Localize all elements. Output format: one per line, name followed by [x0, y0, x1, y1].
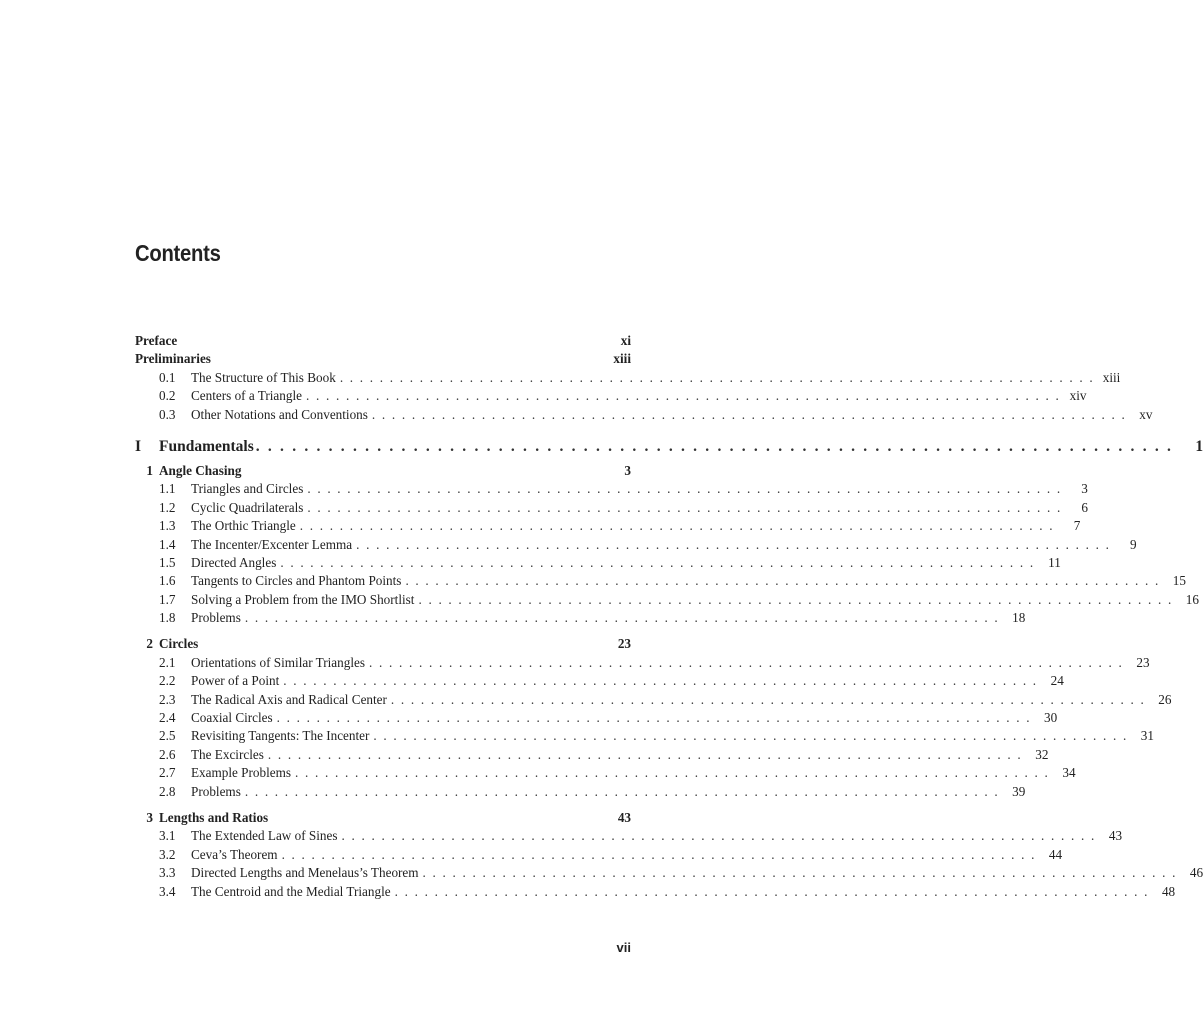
section-label: Directed Lengths and Menelaus’s Theorem: [191, 865, 419, 881]
toc-part: [135, 434, 1203, 460]
toc-section: [135, 783, 1026, 801]
toc-page-number: xiii: [613, 351, 631, 367]
dot-leader: . . . . . . . . . . . . . . . . . . . . . . . . . . . . . . . . . . . . . . . . . . . . . . . . . . . . . . . . . . . . . . . . . . . . . . . . . . . .: [371, 406, 1127, 422]
section-label: Problems: [191, 783, 241, 799]
toc-page-number: 26: [1158, 691, 1172, 707]
section-number: 2.3: [159, 691, 176, 707]
toc-section: [135, 746, 1049, 764]
toc-section: [135, 883, 1176, 901]
section-number: 2.6: [159, 746, 176, 762]
section-number: 3.1: [159, 828, 176, 844]
section-number: 3.2: [159, 846, 176, 862]
section-number: 1.5: [159, 554, 176, 570]
section-label: Power of a Point: [191, 673, 280, 689]
dot-leader: . . . . . . . . . . . . . . . . . . . . . . . . . . . . . . . . . . . . . . . . . . . . . . . . . . . . . . . . . . . . . . . . . . . . . . . . . . . .: [244, 783, 1000, 799]
toc-page-number: 31: [1140, 728, 1154, 744]
section-label: Other Notations and Conventions: [191, 406, 368, 422]
section-label: Ceva’s Theorem: [191, 846, 278, 862]
section-number: 1.6: [159, 573, 176, 589]
chapter-label: Lengths and Ratios: [159, 809, 269, 825]
dot-leader: . . . . . . . . . . . . . . . . . . . . . . . . . . . . . . . . . . . . . . . . . . . . . . . . . . . . . . . . . . . . . . . . . . . . . . . . . . . .: [405, 573, 1160, 589]
section-label: The Excircles: [191, 746, 264, 762]
dot-leader: . . . . . . . . . . . . . . . . . . . . . . . . . . . . . . . . . . . . . . . . . . . . . . . . . . . . . . . . . . . . . . . . . . . . . . . . . . . .: [276, 710, 1032, 726]
section-number: 2.4: [159, 710, 176, 726]
dot-leader: . . . . . . . . . . . . . . . . . . . . . . . . . . . . . . . . . . . . . . . . . . . . . . . . . . . . . . . . . . . . . . . . . . . . . . . . . . . .: [299, 518, 1055, 534]
section-label: Centers of a Triangle: [191, 388, 302, 404]
toc-section: [135, 709, 1058, 727]
section-number: 1.7: [159, 591, 176, 607]
dot-leader: . . . . . . . . . . . . . . . . . . . . . . . . . . . . . . . . . . . . . . . . . . . . . . . . . . . . . . . . . . . . . . . . . . . . . . . . . . . .: [281, 846, 1037, 862]
toc-page-number: 44: [1048, 846, 1063, 862]
chapter-label: Circles: [159, 636, 199, 652]
toc-section: [135, 387, 1087, 405]
toc-page-number: 43: [617, 809, 631, 825]
toc-section: [135, 827, 1123, 845]
toc-section: [135, 691, 1172, 709]
toc-section: [135, 517, 1081, 535]
toc-chapter: [135, 462, 631, 480]
section-number: 1.8: [159, 610, 176, 626]
section-number: 1.1: [159, 481, 176, 497]
section-label: Cyclic Quadrilaterals: [191, 499, 304, 515]
toc-page-number: 34: [1062, 765, 1076, 781]
section-label: The Structure of This Book: [191, 369, 336, 385]
dot-leader: . . . . . . . . . . . . . . . . . . . . . . . . . . . . . . . . . . . . . . . . . . . . . . . . . . . . . . . . . . . . . . . . . . . . . . . . . . . .: [390, 691, 1146, 707]
part-label: Fundamentals: [159, 437, 254, 455]
toc-section: [135, 406, 1153, 424]
toc-page-number: 23: [617, 636, 631, 652]
section-number: 2.7: [159, 765, 176, 781]
toc-page-number: 30: [1044, 710, 1058, 726]
section-number: 1.3: [159, 518, 176, 534]
section-number: 2.5: [159, 728, 176, 744]
dot-leader: . . . . . . . . . . . . . . . . . . . . . . . . . . . . . . . . . . . . . . . . . . . . . . . . . . . . . . . . . . . . . . . . . . . . . . . . . . . .: [341, 828, 1097, 844]
toc-section: [135, 654, 1150, 672]
section-number: 2.2: [159, 673, 176, 689]
toc-page-number: 3: [624, 462, 631, 478]
dot-leader: . . . . . . . . . . . . . . . . . . . . . . . . . . . . . . . . . . . . . . . . . . . . . . . . . . . . . . . . . . . . . . . . . . . . . . . . . . . .: [307, 499, 1062, 515]
toc-chapter: [135, 635, 631, 653]
toc-section: [135, 672, 1064, 690]
toc-page-number: 24: [1050, 673, 1064, 689]
toc-page-number: 3: [1081, 481, 1088, 497]
toc-entry-preface: [135, 332, 631, 350]
toc-page-number: 39: [1012, 783, 1026, 799]
toc-page-number: 9: [1130, 536, 1137, 552]
dot-leader: . . . . . . . . . . . . . . . . . . . . . . . . . . . . . . . . . . . . . . . . . . . . . . . . . . . . . . . . . . . . . . . . . . . . . . . . . . . .: [255, 437, 1174, 455]
section-number: 2.8: [159, 783, 176, 799]
dot-leader: . . . . . . . . . . . . . . . . . . . . . . . . . . . . . . . . . . . . . . . . . . . . . . . . . . . . . . . . . . . . . . . . . . . . . . . . . . . .: [418, 591, 1173, 607]
toc-page-number: 43: [1108, 828, 1123, 844]
dot-leader: . . . . . . . . . . . . . . . . . . . . . . . . . . . . . . . . . . . . . . . . . . . . . . . . . . . . . . . . . . . . . . . . . . . . . . . . . . . .: [280, 554, 1035, 570]
dot-leader: . . . . . . . . . . . . . . . . . . . . . . . . . . . . . . . . . . . . . . . . . . . . . . . . . . . . . . . . . . . . . . . . . . . . . . . . . . . .: [267, 746, 1023, 762]
section-number: 2.1: [159, 654, 176, 670]
chapter-number: 3: [146, 809, 153, 825]
toc-page-number: xiii: [1102, 369, 1121, 385]
section-number: 3.4: [159, 883, 176, 899]
dot-leader: . . . . . . . . . . . . . . . . . . . . . . . . . . . . . . . . . . . . . . . . . . . . . . . . . . . . . . . . . . . . . . . . . . . . . . . . . . . .: [373, 728, 1128, 744]
toc-section: [135, 536, 1137, 554]
table-of-contents: [135, 332, 1203, 901]
toc-page-number: 7: [1073, 518, 1081, 534]
section-label: Directed Angles: [191, 554, 277, 570]
section-number: 0.3: [159, 406, 176, 422]
toc-page-number: 48: [1161, 883, 1176, 899]
toc-page-number: 32: [1035, 746, 1049, 762]
toc-section: [135, 846, 1063, 864]
toc-page-number: 18: [1012, 610, 1026, 626]
dot-leader: . . . . . . . . . . . . . . . . . . . . . . . . . . . . . . . . . . . . . . . . . . . . . . . . . . . . . . . . . . . . . . . . . . . . . . . . . . . .: [295, 765, 1050, 781]
dot-leader: . . . . . . . . . . . . . . . . . . . . . . . . . . . . . . . . . . . . . . . . . . . . . . . . . . . . . . . . . . . . . . . . . . . . . . . . . . . .: [307, 481, 1062, 497]
toc-page-number: 1: [1195, 437, 1203, 455]
section-label: The Centroid and the Medial Triangle: [191, 883, 391, 899]
chapter-number: 1: [146, 462, 153, 478]
section-label: The Orthic Triangle: [191, 518, 296, 534]
toc-section: [135, 480, 1088, 498]
toc-page-number: 46: [1189, 865, 1203, 881]
page-folio: vii: [616, 940, 631, 955]
section-label: The Incenter/Excenter Lemma: [191, 536, 353, 552]
toc-page-number: 11: [1048, 554, 1061, 570]
section-label: Orientations of Similar Triangles: [191, 654, 365, 670]
toc-section: [135, 591, 1199, 609]
dot-leader: . . . . . . . . . . . . . . . . . . . . . . . . . . . . . . . . . . . . . . . . . . . . . . . . . . . . . . . . . . . . . . . . . . . . . . . . . . . .: [339, 369, 1095, 385]
toc-page-number: 6: [1081, 499, 1088, 515]
toc-page-number: xv: [1139, 406, 1153, 422]
part-number: I: [135, 437, 142, 455]
page-title: Contents: [135, 240, 221, 266]
section-label: Revisiting Tangents: The Incenter: [191, 728, 370, 744]
toc-page-number: xiv: [1069, 388, 1087, 404]
dot-leader: . . . . . . . . . . . . . . . . . . . . . . . . . . . . . . . . . . . . . . . . . . . . . . . . . . . . . . . . . . . . . . . . . . . . . . . . . . . .: [369, 654, 1124, 670]
section-number: 1.4: [159, 536, 176, 552]
toc-page-number: 23: [1136, 654, 1150, 670]
dot-leader: . . . . . . . . . . . . . . . . . . . . . . . . . . . . . . . . . . . . . . . . . . . . . . . . . . . . . . . . . . . . . . . . . . . . . . . . . . . .: [283, 673, 1038, 689]
dot-leader: . . . . . . . . . . . . . . . . . . . . . . . . . . . . . . . . . . . . . . . . . . . . . . . . . . . . . . . . . . . . . . . . . . . . . . . . . . . .: [356, 536, 1111, 552]
section-label: Triangles and Circles: [191, 481, 304, 497]
section-number: 1.2: [159, 499, 176, 515]
toc-section: [135, 727, 1154, 745]
section-label: Problems: [191, 610, 241, 626]
section-label: The Extended Law of Sines: [191, 828, 338, 844]
toc-entry-label: Preface: [135, 333, 178, 348]
toc-section: [135, 572, 1186, 590]
toc-page-number: 15: [1172, 573, 1186, 589]
section-label: Tangents to Circles and Phantom Points: [191, 573, 402, 589]
toc-entry-label: Preliminaries: [135, 351, 211, 367]
section-number: 0.1: [159, 369, 176, 385]
section-label: Example Problems: [191, 765, 291, 781]
toc-section: [135, 864, 1203, 882]
chapter-label: Angle Chasing: [159, 462, 242, 478]
toc-section: [135, 499, 1088, 517]
toc-section: [135, 764, 1076, 782]
toc-section: [135, 369, 1121, 387]
section-number: 0.2: [159, 388, 176, 404]
section-number: 3.3: [159, 865, 176, 881]
section-label: Solving a Problem from the IMO Shortlist: [191, 591, 415, 607]
toc-section: [135, 554, 1061, 572]
dot-leader: . . . . . . . . . . . . . . . . . . . . . . . . . . . . . . . . . . . . . . . . . . . . . . . . . . . . . . . . . . . . . . . . . . . . . . . . . . . .: [422, 865, 1178, 881]
toc-chapter: [135, 809, 631, 827]
dot-leader: . . . . . . . . . . . . . . . . . . . . . . . . . . . . . . . . . . . . . . . . . . . . . . . . . . . . . . . . . . . . . . . . . . . . . . . . . . . .: [394, 883, 1150, 899]
section-label: Coaxial Circles: [191, 710, 273, 726]
toc-page-number: xi: [620, 333, 631, 348]
toc-page-number: 16: [1185, 591, 1199, 607]
toc-section: [135, 609, 1026, 627]
dot-leader: . . . . . . . . . . . . . . . . . . . . . . . . . . . . . . . . . . . . . . . . . . . . . . . . . . . . . . . . . . . . . . . . . . . . . . . . . . . .: [305, 388, 1061, 404]
dot-leader: . . . . . . . . . . . . . . . . . . . . . . . . . . . . . . . . . . . . . . . . . . . . . . . . . . . . . . . . . . . . . . . . . . . . . . . . . . . .: [244, 610, 1000, 626]
chapter-number: 2: [146, 636, 153, 652]
section-label: The Radical Axis and Radical Center: [191, 691, 387, 707]
toc-entry-preliminaries: [135, 350, 631, 368]
